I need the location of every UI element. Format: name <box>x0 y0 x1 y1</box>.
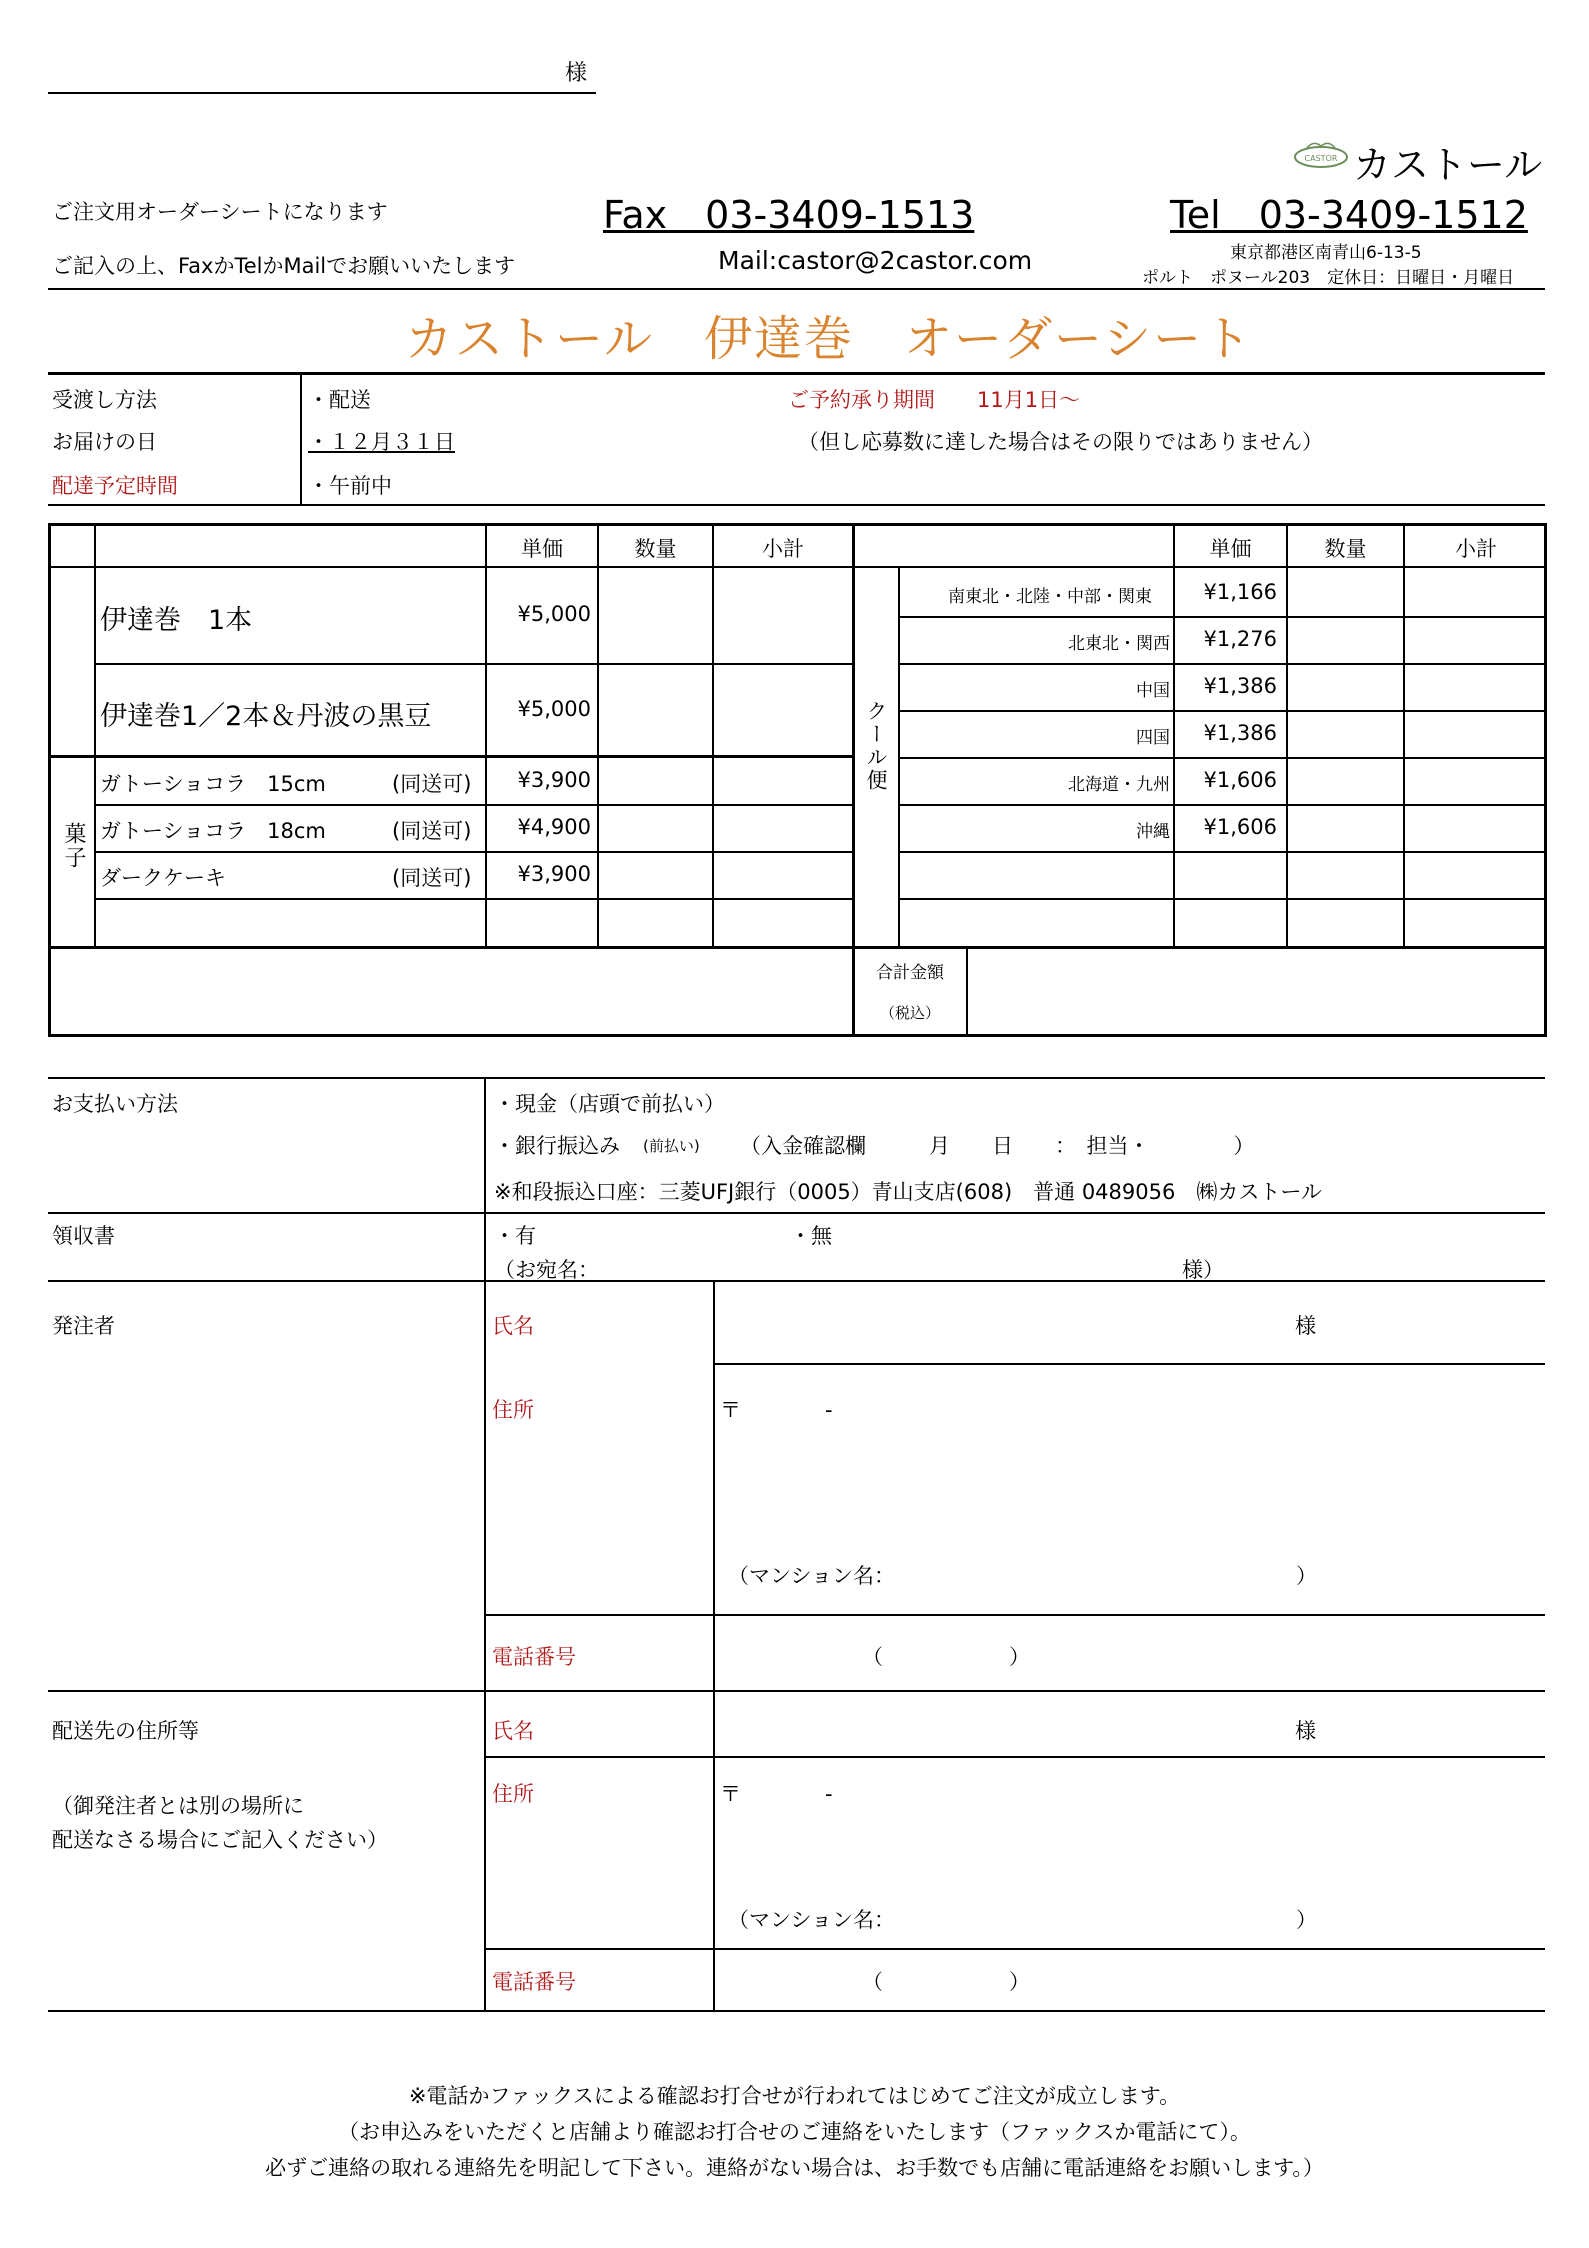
header-unit-price-cool: 単価 <box>1209 537 1252 561</box>
header-quantity-cool: 数量 <box>1324 537 1367 561</box>
sweet-name: ガトーショコラ 18cm <box>100 819 326 843</box>
reservation-period: ご予約承り期間 11月1日〜 <box>788 388 1081 412</box>
header-divider <box>48 288 1545 290</box>
payment-bank-confirm: （入金確認欄 月 日 ： 担当・ ） <box>740 1134 1255 1158</box>
row-line <box>898 710 1547 712</box>
delivery-label: 配送先の住所等 <box>52 1719 199 1743</box>
row-line <box>898 851 1547 853</box>
total-divider <box>966 948 968 1037</box>
row-line <box>713 1363 1545 1365</box>
sweet-note: (同送可) <box>392 866 472 890</box>
shop-name: カストール <box>1353 143 1543 187</box>
payment-bank-note: (前払い) <box>643 1137 700 1155</box>
sweet-price: ¥3,900 <box>517 768 591 792</box>
total-label: 合計金額 <box>876 963 944 983</box>
delivery-phone-label: 電話番号 <box>492 1970 576 1994</box>
row-line <box>898 804 1547 806</box>
sheet-title: カストール 伊達巻 オーダーシート <box>405 311 1254 367</box>
info-value-delivery-time: ・午前中 <box>308 474 392 498</box>
receipt-yes[interactable]: ・有 <box>494 1224 536 1248</box>
cool-region: 四国 <box>1136 728 1170 748</box>
intro-line2: ご記入の上、FaxかTelかMailでお願いいたします <box>52 254 516 278</box>
row-line <box>94 851 852 853</box>
reservation-note: （但し応募数に達した場合はその限りではありません） <box>798 430 1323 454</box>
cool-label: クール便 <box>864 700 888 792</box>
field-divider <box>713 1690 715 2010</box>
footer-line1: ※電話かファックスによる確認お打合せが行われてはじめてご注文が成立します。 <box>408 2084 1181 2108</box>
cool-price: ¥1,606 <box>1203 768 1277 792</box>
row-line <box>94 804 852 806</box>
delivery-address-label: 住所 <box>492 1782 534 1806</box>
row-line <box>484 1948 1545 1950</box>
sweet-note: (同送可) <box>392 819 472 843</box>
orderer-name-label: 氏名 <box>492 1314 534 1338</box>
item-price: ¥5,000 <box>517 602 591 626</box>
delivery-sama: 様 <box>1295 1719 1316 1743</box>
cool-region: 沖縄 <box>1136 822 1170 842</box>
header-quantity: 数量 <box>634 537 677 561</box>
delivery-mansion[interactable]: （マンション名： <box>728 1908 896 1932</box>
header-subtotal-cool: 小計 <box>1455 537 1497 561</box>
row-line <box>94 898 852 900</box>
header-unit-price: 単価 <box>521 537 563 561</box>
orderer-label: 発注者 <box>52 1314 115 1338</box>
col-line <box>94 523 96 947</box>
cool-region: 南東北・北陸・中部・関東 <box>948 587 1152 607</box>
delivery-note1: （御発注者とは別の場所に <box>52 1794 304 1818</box>
info-value-handover: ・配送 <box>308 388 371 412</box>
form-bottom <box>48 2010 1545 2012</box>
receipt-no[interactable]: ・無 <box>790 1224 832 1248</box>
castor-logo <box>1293 140 1349 170</box>
receipt-label: 領収書 <box>52 1224 115 1248</box>
col-line <box>1286 523 1288 947</box>
delivery-top <box>48 1690 1545 1692</box>
orderer-mansion[interactable]: （マンション名： <box>728 1564 896 1588</box>
info-value-delivery-date: ・１２月３１日 <box>308 430 455 454</box>
info-label-delivery-date: お届けの日 <box>52 430 157 454</box>
payment-top <box>48 1077 1545 1079</box>
orderer-name-field[interactable] <box>718 1284 1278 1360</box>
total-row-top <box>48 946 1547 949</box>
header-subtotal: 小計 <box>762 537 804 561</box>
row-line <box>898 616 1547 618</box>
payment-cash[interactable]: ・現金（店頭で前払い） <box>494 1092 725 1116</box>
intro-line1: ご注文用オーダーシートになります <box>52 200 388 224</box>
footer-line3: 必ずご連絡の取れる連絡先を明記して下さい。連絡がない場合は、お手数でも店舗に電話連絡をお願いします。） <box>265 2156 1324 2180</box>
addressee-suffix: 様 <box>565 61 588 86</box>
row-line <box>898 757 1547 759</box>
total-amount-field[interactable] <box>970 950 1544 1034</box>
row-line <box>48 566 1547 568</box>
sweet-name: ダークケーキ <box>100 866 226 890</box>
info-top-border <box>48 372 1545 375</box>
orderer-address-label: 住所 <box>492 1398 534 1422</box>
payment-bank[interactable]: ・銀行振込み <box>494 1134 620 1158</box>
cool-price: ¥1,606 <box>1203 815 1277 839</box>
cool-price: ¥1,386 <box>1203 674 1277 698</box>
orderer-postal[interactable]: 〒 - <box>720 1398 833 1422</box>
sweet-name: ガトーショコラ 15cm <box>100 772 326 796</box>
orderer-phone-label: 電話番号 <box>492 1645 576 1669</box>
item-name: 伊達巻1／2本＆丹波の黒豆 <box>100 701 432 732</box>
field-divider <box>713 1280 715 1690</box>
cool-price: ¥1,386 <box>1203 721 1277 745</box>
tel-number: Tel 03-3409-1512 <box>1170 193 1528 237</box>
orderer-sama: 様 <box>1295 1314 1316 1338</box>
delivery-note2: 配送なさる場合にご記入ください） <box>52 1828 388 1852</box>
delivery-name-label: 氏名 <box>492 1719 534 1743</box>
bank-account: ※和段振込口座：三菱UFJ銀行（0005）青山支店(608) 普通 0489056 ㈱カストール <box>494 1180 1322 1204</box>
fax-number: Fax 03-3409-1513 <box>603 193 975 237</box>
sweet-price: ¥4,900 <box>517 815 591 839</box>
col-line <box>1403 523 1405 947</box>
item-price: ¥5,000 <box>517 697 591 721</box>
cool-region: 北東北・関西 <box>1068 634 1170 654</box>
info-label-delivery-time: 配達予定時間 <box>52 474 178 498</box>
row-line <box>94 663 852 665</box>
delivery-phone[interactable]: （ ） <box>862 1970 1030 1994</box>
orderer-top <box>48 1280 1545 1282</box>
total-tax-note: （税込） <box>879 1004 940 1022</box>
info-divider <box>300 374 302 504</box>
col-line <box>597 523 599 947</box>
receipt-top <box>48 1212 1545 1214</box>
cool-price: ¥1,166 <box>1203 580 1277 604</box>
form-label-divider <box>484 1077 486 2010</box>
cool-region: 中国 <box>1136 681 1170 701</box>
col-line <box>712 523 714 947</box>
delivery-name-field[interactable] <box>718 1694 1278 1754</box>
info-bottom-border <box>48 504 1545 506</box>
payment-label: お支払い方法 <box>52 1092 178 1116</box>
shop-address: 東京都港区南青山6-13-5 <box>1230 243 1422 263</box>
receipt-addressee-end: 様） <box>1182 1258 1224 1282</box>
delivery-postal[interactable]: 〒 - <box>720 1782 833 1806</box>
receipt-addressee: （お宛名： <box>494 1258 599 1282</box>
row-line <box>898 898 1547 900</box>
sweets-separator <box>48 755 852 758</box>
shop-building-holiday: ポルト ポヌール203 定休日：日曜日・月曜日 <box>1142 268 1515 288</box>
row-line <box>484 1614 1545 1616</box>
sweet-note: (同送可) <box>392 772 472 796</box>
row-line <box>898 663 1547 665</box>
orderer-phone[interactable]: （ ） <box>862 1645 1030 1669</box>
addressee-line <box>48 92 596 94</box>
item-name: 伊達巻 1本 <box>100 605 253 636</box>
footer-line2: （お申込みをいただくと店舗より確認お打合せのご連絡をいたします（ファックスか電話にて）。 <box>338 2120 1251 2144</box>
info-label-handover: 受渡し方法 <box>52 388 157 412</box>
row-line <box>484 1756 1545 1758</box>
delivery-mansion-end: ） <box>1296 1908 1317 1932</box>
sweets-label: 菓子 <box>61 822 86 870</box>
sweet-price: ¥3,900 <box>517 862 591 886</box>
orderer-mansion-end: ） <box>1296 1564 1317 1588</box>
cool-region: 北海道・九州 <box>1068 775 1170 795</box>
mail-address: Mail:castor@2castor.com <box>718 246 1033 275</box>
cool-price: ¥1,276 <box>1203 627 1277 651</box>
svg-text:CASTOR: CASTOR <box>1304 154 1338 163</box>
